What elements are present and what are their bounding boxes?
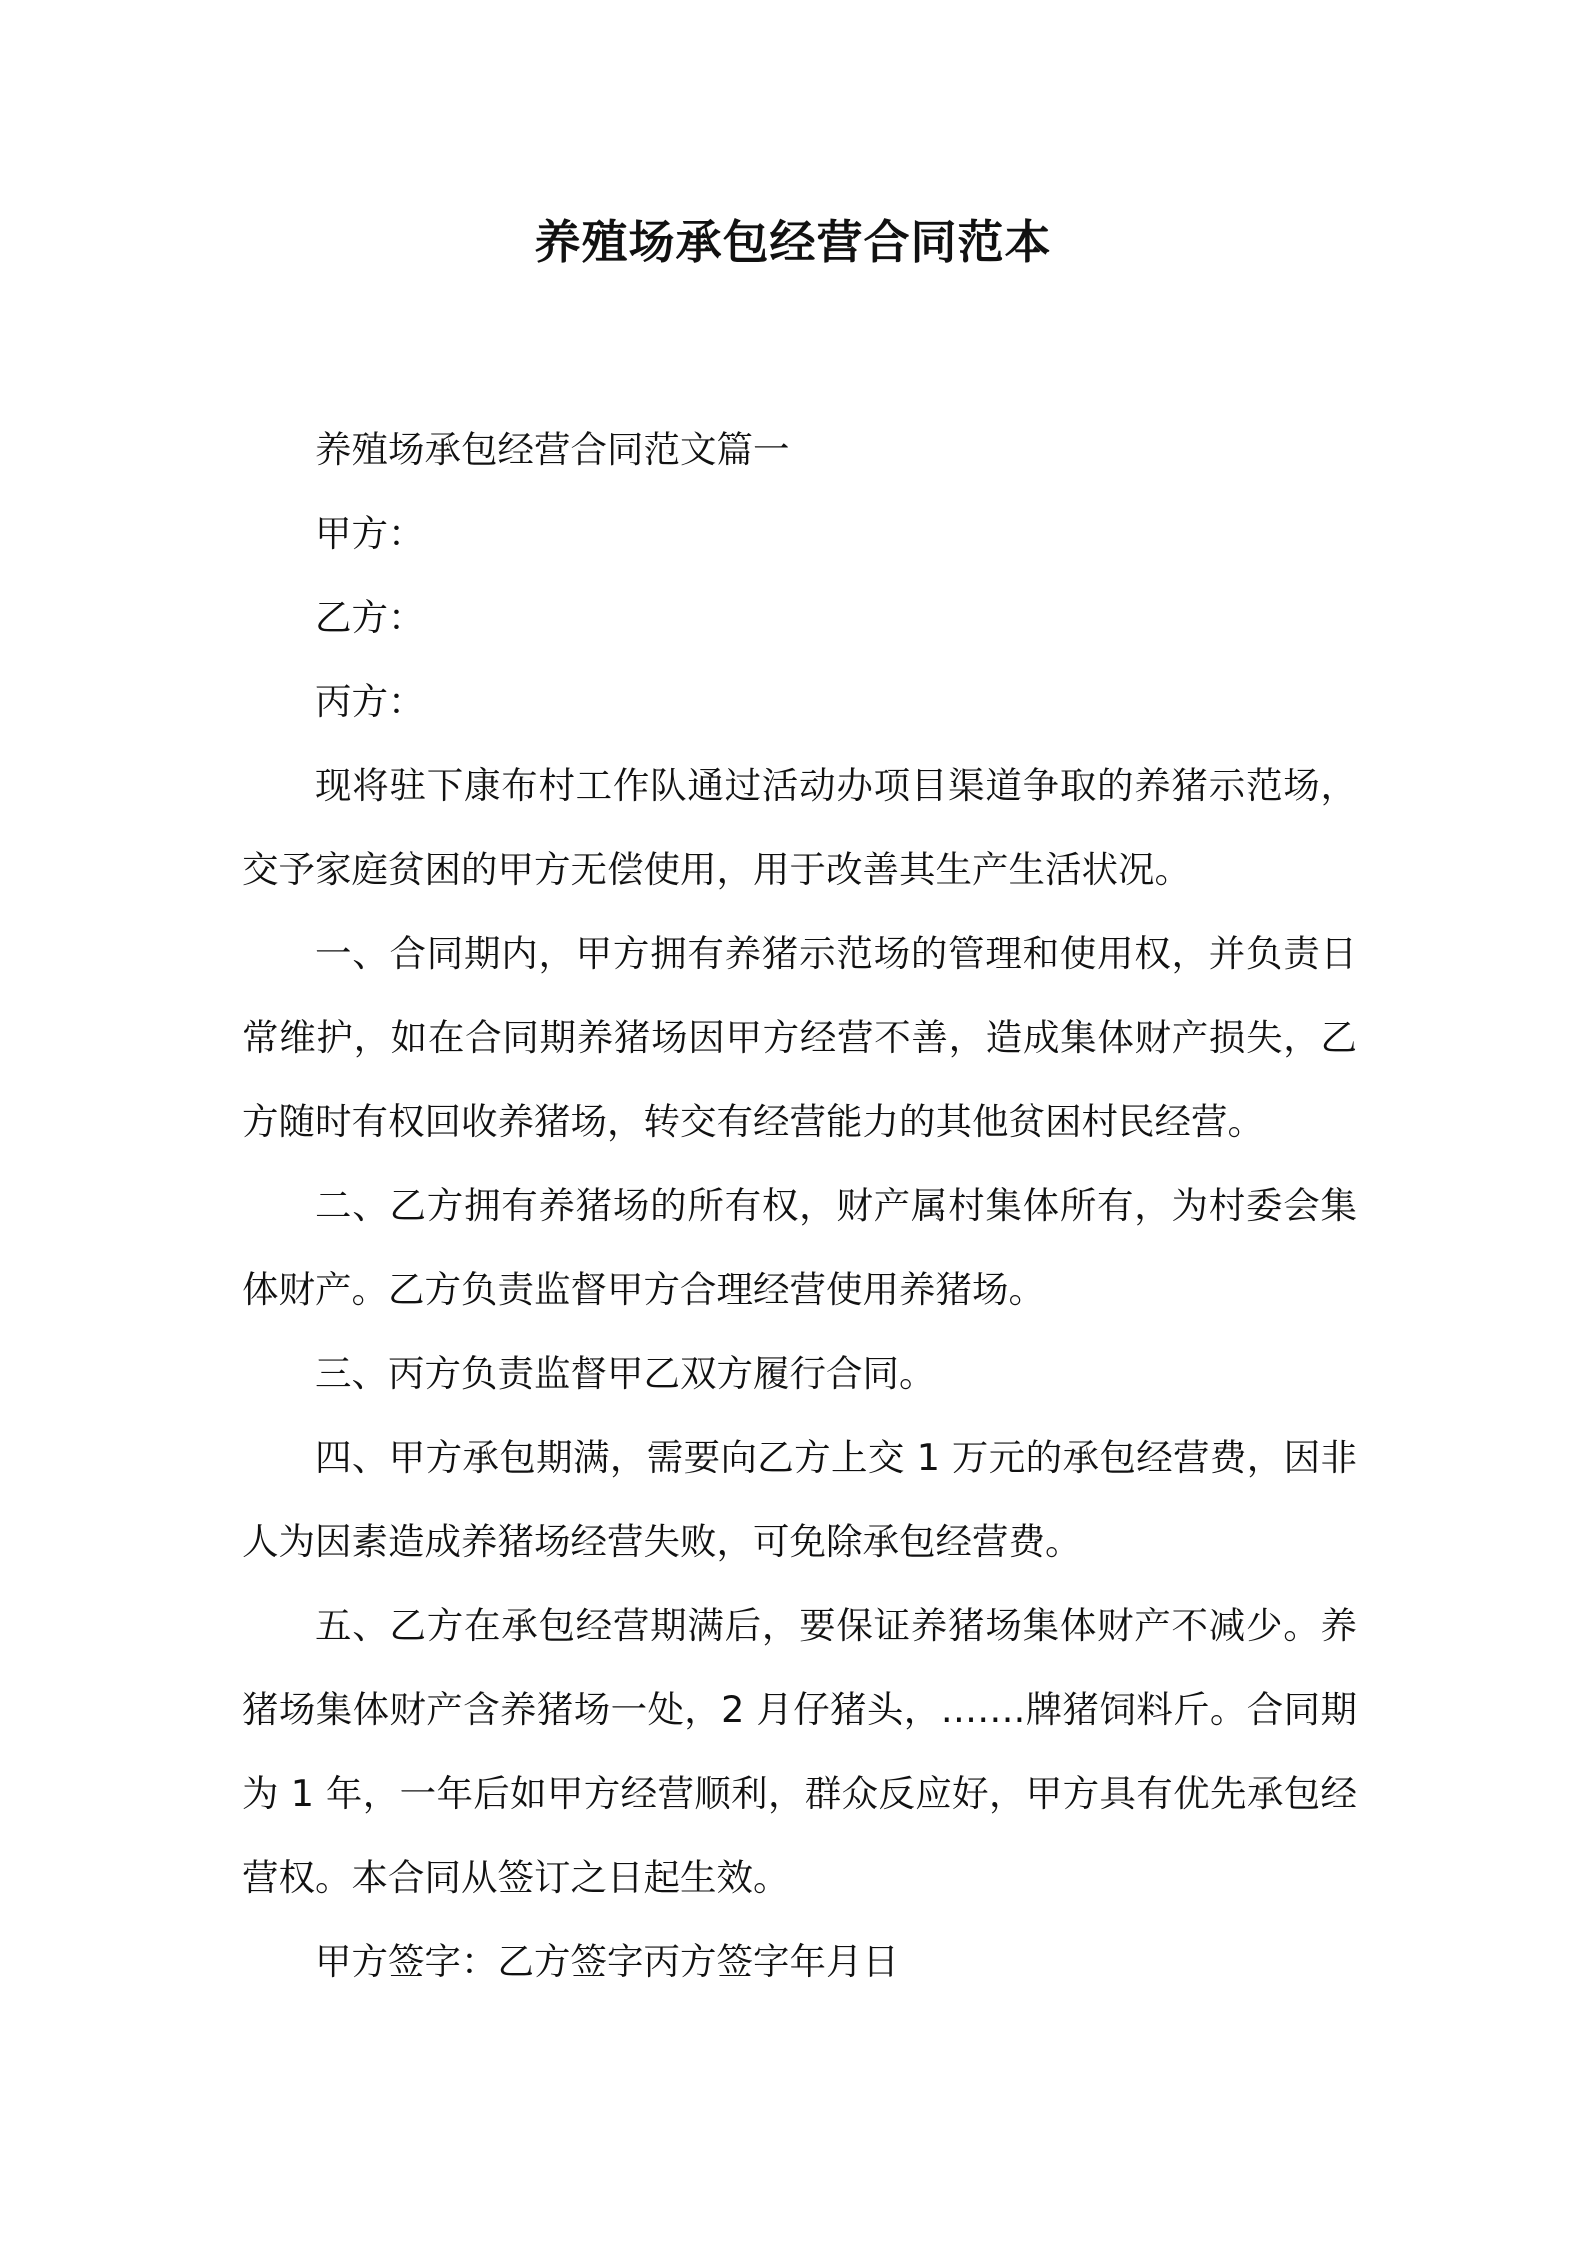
- party-a-line: 甲方：: [315, 512, 425, 555]
- document-title: 养殖场承包经营合同范本: [534, 215, 1052, 269]
- clause-5: 五、乙方在承包经营期满后，要保证养猪场集体财产不减少。养猪场集体财产含养猪场一处，2 月仔猪头，…….牌猪饲料斤。合同期为 1 年，一年后如甲方经营顺利，群众反应好，甲方具有优先承包经营权。本合同从签订之日起生效。: [242, 1604, 1357, 1899]
- clause-3: 三、丙方负责监督甲乙双方履行合同。: [315, 1352, 936, 1395]
- party-b-line: 乙方：: [315, 596, 425, 639]
- intro-paragraph: 现将驻下康布村工作队通过活动办项目渠道争取的养猪示范场，交予家庭贫困的甲方无偿使用，用于改善其生产生活状况。: [242, 764, 1357, 891]
- signature-line: 甲方签字：乙方签字丙方签字年月日: [315, 1940, 899, 1983]
- clause-4: 四、甲方承包期满，需要向乙方上交 1 万元的承包经营费，因非人为因素造成养猪场经营失败，可免除承包经营费。: [242, 1436, 1357, 1563]
- party-c-line: 丙方：: [315, 680, 425, 723]
- clause-1: 一、合同期内，甲方拥有养猪示范场的管理和使用权，并负责日常维护，如在合同期养猪场因甲方经营不善，造成集体财产损失，乙方随时有权回收养猪场，转交有经营能力的其他贫困村民经营。: [242, 932, 1357, 1143]
- section-heading: 养殖场承包经营合同范文篇一: [315, 428, 790, 471]
- clause-2: 二、乙方拥有养猪场的所有权，财产属村集体所有，为村委会集体财产。乙方负责监督甲方合理经营使用养猪场。: [242, 1184, 1357, 1311]
- document-body: [242, 408, 1357, 2004]
